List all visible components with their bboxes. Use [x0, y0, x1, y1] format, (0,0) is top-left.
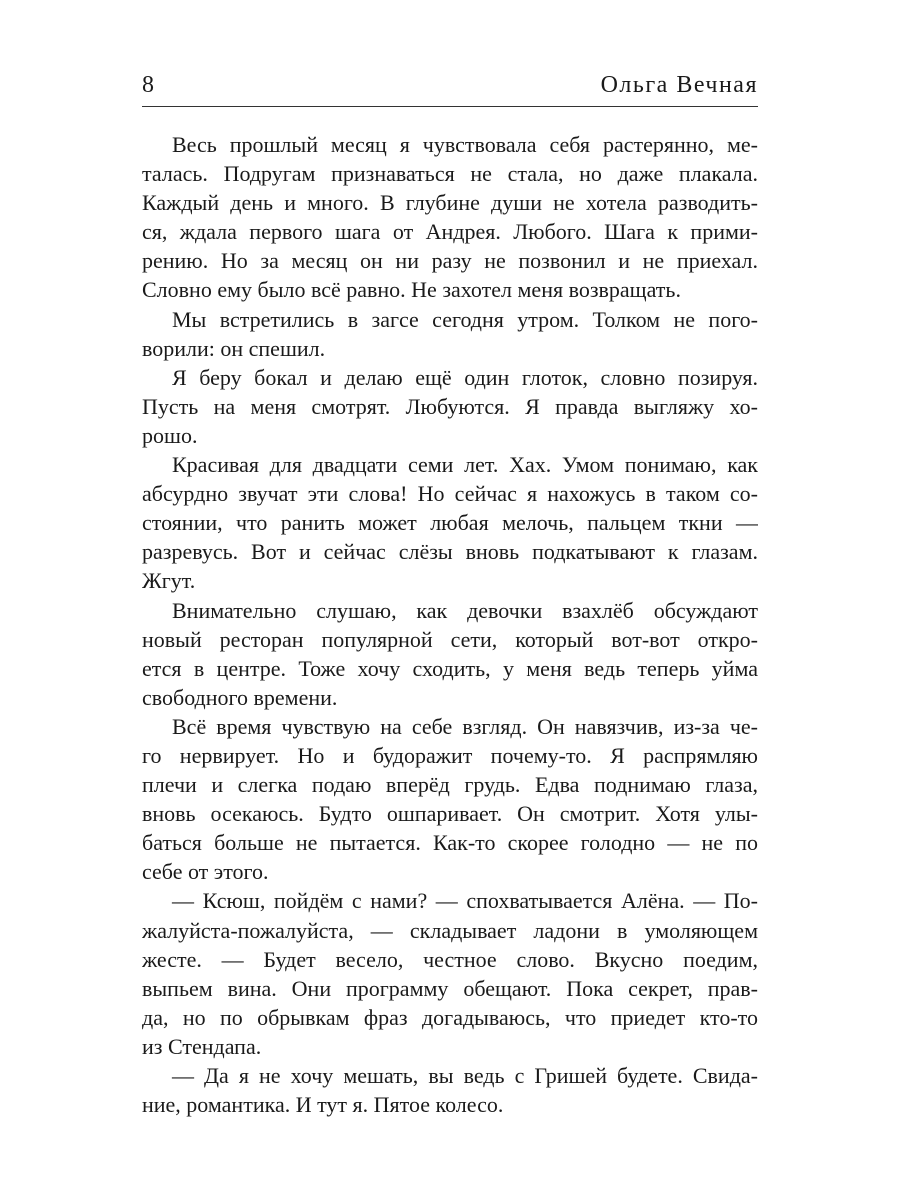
text-line: Пусть на меня смотрят. Любуются. Я правда выгляжу хо- — [142, 393, 758, 419]
running-head-author: Ольга Вечная — [600, 72, 758, 98]
text-line: Красивая для двадцати семи лет. Хах. Умом понимаю, как — [172, 452, 758, 478]
paragraph — [142, 363, 758, 450]
text-line: баться больше не пытается. Как-то скорее голодно — не по — [142, 830, 758, 856]
running-head — [142, 70, 758, 106]
text-line: Каждый день и много. В глубине души не хотела разводить- — [142, 190, 758, 216]
text-line: Весь прошлый месяц я чувствовала себя растерянно, ме- — [172, 132, 758, 157]
text-line: выпьем вина. Они программу обещают. Пока секрет, прав- — [142, 975, 758, 1001]
text-line: ся, ждала первого шага от Андрея. Любого. Шага к прими- — [142, 219, 758, 245]
text-line: — Да я не хочу мешать, вы ведь с Гришей будете. Свида- — [172, 1063, 758, 1088]
text-line: ется в центре. Тоже хочу сходить, у меня ведь теперь уйма — [142, 655, 758, 681]
paragraph — [142, 1061, 758, 1119]
text-line: — Ксюш, пойдём с нами? — спохватывается Алёна. — По- — [172, 888, 758, 914]
text-line: новый ресторан популярной сети, который вот-вот откро- — [142, 626, 758, 652]
text-line: рошо. — [142, 422, 198, 448]
text-line: разревусь. Вот и сейчас слёзы вновь подкатывают к глазам. — [142, 539, 758, 565]
text-line: Я беру бокал и делаю ещё один глоток, словно позируя. — [172, 364, 758, 390]
body-text — [142, 130, 758, 1119]
text-line: жалуйста-пожалуйста, — складывает ладони в умоляющем — [142, 917, 758, 943]
text-line: себе от этого. — [142, 859, 269, 885]
text-line: стоянии, что ранить может любая мелочь, пальцем ткни — — [142, 510, 758, 536]
text-line: ние, романтика. И тут я. Пятое колесо. — [142, 1092, 504, 1118]
header-divider — [142, 106, 758, 107]
text-line: талась. Подругам признаваться не стала, но даже плакала. — [142, 161, 758, 187]
text-line: вновь осекаюсь. Будто ошпаривает. Он смотрит. Хотя улы- — [142, 801, 758, 827]
page-number: 8 — [142, 72, 154, 98]
text-line: Внимательно слушаю, как девочки взахлёб обсуждают — [172, 597, 758, 623]
paragraph — [142, 886, 758, 1061]
text-line: свободного времени. — [142, 684, 338, 710]
text-line: рению. Но за месяц он ни разу не позвонил и не приехал. — [142, 248, 758, 274]
text-line: да, но по обрывкам фраз догадываюсь, что приедет кто-то — [142, 1004, 758, 1030]
paragraph — [142, 712, 758, 887]
paragraph — [142, 596, 758, 712]
text-line: Жгут. — [142, 568, 196, 594]
text-line: Мы встретились в загсе сегодня утром. Толком не пого- — [172, 306, 758, 332]
paragraph — [142, 305, 758, 363]
text-line: из Стендапа. — [142, 1033, 262, 1059]
text-line: жесте. — Будет весело, честное слово. Вкусно поедим, — [142, 946, 758, 972]
text-line: плечи и слегка подаю вперёд грудь. Едва поднимаю глаза, — [142, 772, 758, 798]
paragraph — [142, 130, 758, 305]
text-line: ворили: он спешил. — [142, 335, 326, 361]
paragraph — [142, 450, 758, 595]
text-line: Словно ему было всё равно. Не захотел меня возвращать. — [142, 277, 681, 303]
text-line: го нервирует. Но и будоражит почему-то. Я распрямляю — [142, 742, 758, 768]
text-line: Всё время чувствую на себе взгляд. Он навязчив, из-за че- — [172, 713, 758, 739]
text-line: абсурдно звучат эти слова! Но сейчас я нахожусь в таком со- — [142, 481, 758, 507]
